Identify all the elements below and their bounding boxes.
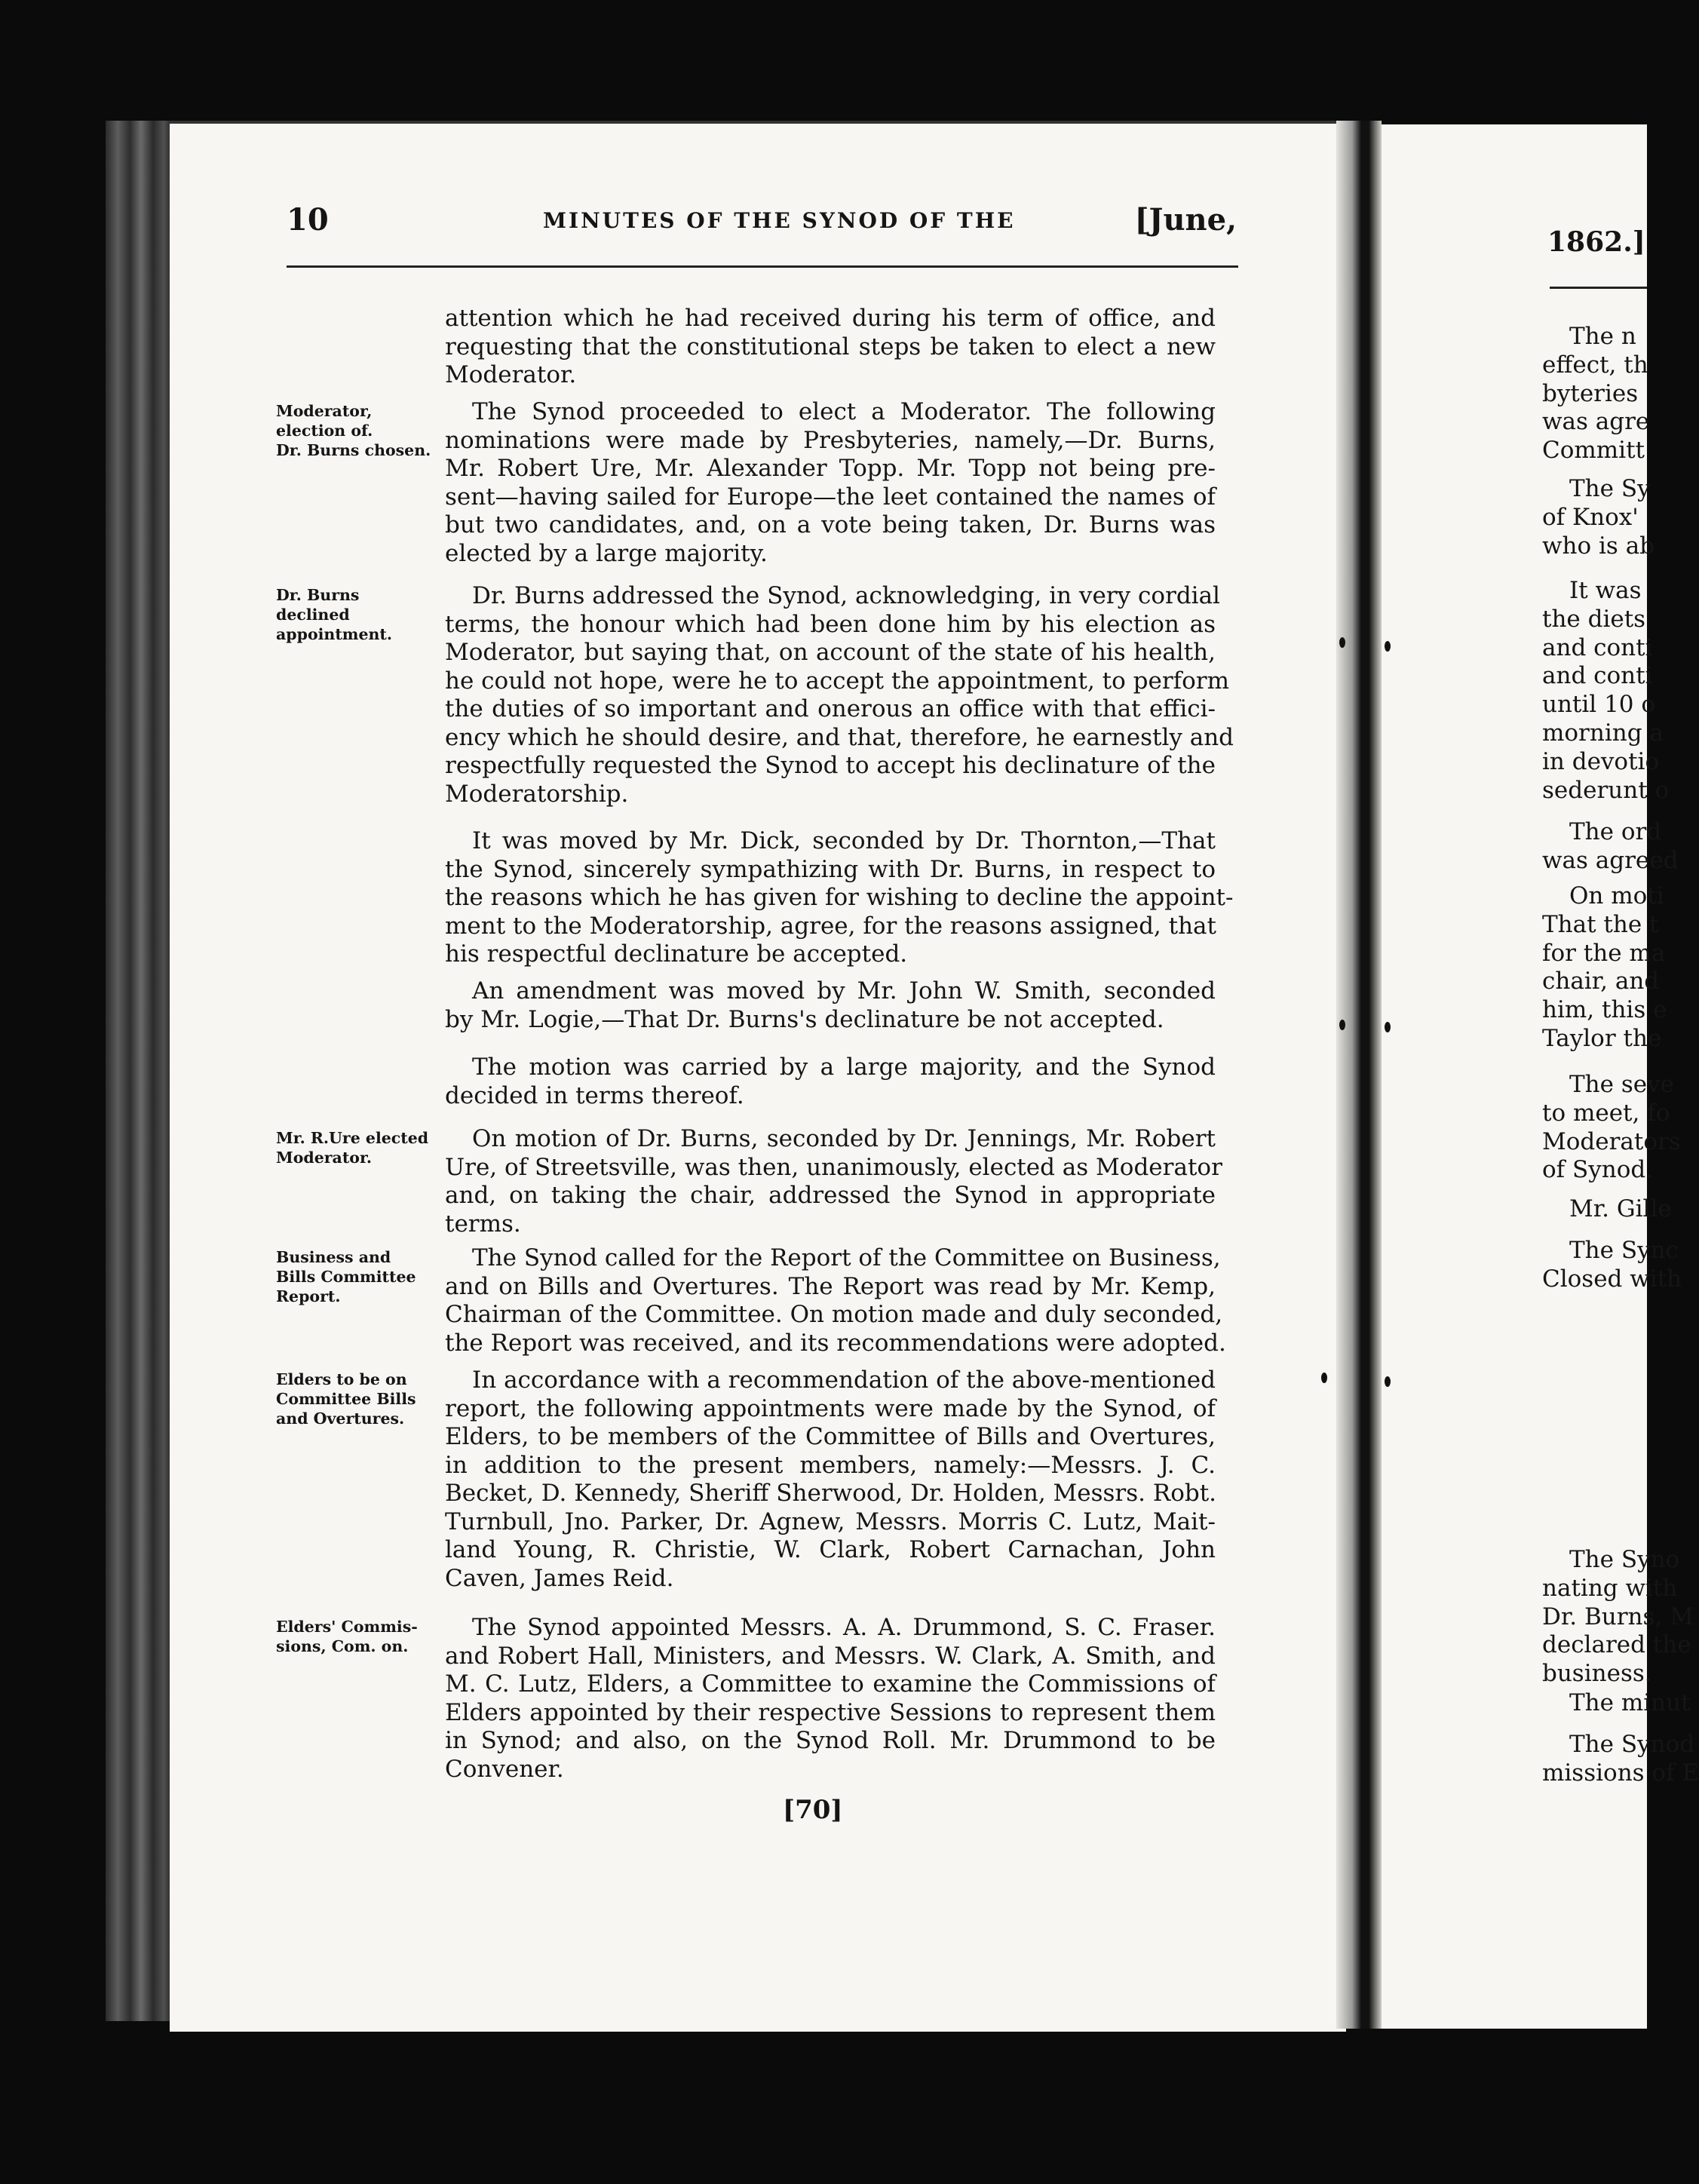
right-paragraph-fragment xyxy=(1542,1237,1682,1294)
text-line-fragment: It was xyxy=(1569,577,1642,604)
text-line-fragment: sederunt o xyxy=(1542,776,1670,804)
text-line: Mr. Robert Ure, Mr. Alexander Topp. Mr. Topp not being pre- xyxy=(445,455,1216,482)
margin-note-line: Moderator. xyxy=(276,1149,373,1167)
text-line: he could not hope, were he to accept the appointment, to perform xyxy=(445,667,1229,695)
right-paragraph-fragment xyxy=(1542,882,1667,1054)
body-paragraph xyxy=(445,1054,1216,1110)
text-line: Dr. Burns addressed the Synod, acknowledging, in very cordial xyxy=(472,582,1220,609)
text-line: Moderator, but saying that, on account of the state of his health, xyxy=(445,639,1216,666)
margin-note-line: Mr. R.Ure elected xyxy=(276,1129,429,1147)
text-line: the Synod, sincerely sympathizing with Dr. Burns, in respect to xyxy=(445,855,1216,883)
text-line-fragment: to meet, fo xyxy=(1542,1099,1670,1127)
text-line-fragment: The Sync xyxy=(1569,1237,1679,1264)
text-line: ment to the Moderatorship, agree, for the reasons assigned, that xyxy=(445,912,1216,940)
margin-note-line: Business and xyxy=(276,1248,391,1266)
margin-note xyxy=(276,1247,442,1307)
text-line-fragment: in devotio xyxy=(1542,747,1660,775)
margin-note xyxy=(276,585,442,645)
right-paragraph-fragment xyxy=(1542,1689,1691,1718)
margin-note-line: appointment. xyxy=(276,625,393,644)
text-line-fragment: until 10 o xyxy=(1542,691,1656,719)
text-line-fragment: The Synod xyxy=(1569,1731,1695,1758)
text-line-fragment: the diets xyxy=(1542,605,1646,633)
text-line-fragment: declared the xyxy=(1542,1631,1691,1659)
text-line-fragment: Moderators xyxy=(1542,1127,1681,1155)
margin-note-line: Moderator, xyxy=(276,402,373,420)
text-line: terms, the honour which had been done him by his election as xyxy=(445,610,1216,638)
body-paragraph xyxy=(445,1614,1216,1784)
margin-note-line: and Overtures. xyxy=(276,1409,405,1428)
margin-note-line: Bills Committee xyxy=(276,1268,416,1287)
text-line-fragment: missions of E xyxy=(1542,1759,1699,1787)
margin-note-line: Elders' Commis- xyxy=(276,1618,418,1636)
text-line-fragment: morning a xyxy=(1542,719,1664,747)
text-line-fragment: chair, and xyxy=(1542,968,1660,995)
right-paragraph-fragment xyxy=(1542,1731,1699,1788)
binding-hole xyxy=(1321,1373,1327,1383)
margin-note xyxy=(276,1128,442,1167)
running-head xyxy=(287,202,1237,262)
text-line: but two candidates, and, on a vote being taken, Dr. Burns was xyxy=(445,511,1216,538)
right-paragraph-fragment xyxy=(1542,1546,1694,1689)
margin-note-line: sions, Com. on. xyxy=(276,1637,409,1656)
text-line: the duties of so important and onerous an office with that effici- xyxy=(445,695,1216,722)
binding-hole xyxy=(1385,1376,1391,1387)
text-line: elected by a large majority. xyxy=(445,539,768,567)
text-line: in addition to the present members, namely:—Messrs. J. C. xyxy=(445,1451,1216,1479)
text-line: sent—having sailed for Europe—the leet contained the names of xyxy=(445,483,1216,511)
body-paragraph xyxy=(445,398,1216,568)
text-line-fragment: nating with xyxy=(1542,1574,1678,1602)
page-footer: [70] xyxy=(783,1795,843,1825)
text-line: M. C. Lutz, Elders, a Committee to examine the Commissions of xyxy=(445,1670,1216,1698)
margin-note xyxy=(276,1370,442,1429)
body-paragraph xyxy=(445,1367,1216,1593)
text-line: the reasons which he has given for wishing to decline the appoint- xyxy=(445,884,1234,911)
text-line-fragment: and conti xyxy=(1542,633,1653,661)
text-line: respectfully requested the Synod to accept his declinature of the xyxy=(445,752,1216,779)
margin-note-line: Dr. Burns chosen. xyxy=(276,441,431,460)
text-line-fragment: Taylor the xyxy=(1542,1025,1662,1053)
text-line: decided in terms thereof. xyxy=(445,1081,744,1109)
text-line: the Report was received, and its recommendations were adopted. xyxy=(445,1329,1226,1357)
binding-hole xyxy=(1385,1022,1391,1032)
book-gutter xyxy=(1336,121,1382,2029)
text-line: his respectful declinature be accepted. xyxy=(445,940,908,968)
text-line: land Young, R. Christie, W. Clark, Robert Carnachan, John xyxy=(445,1536,1216,1563)
margin-note xyxy=(276,1617,442,1656)
text-line: report, the following appointments were made by the Synod, of xyxy=(445,1394,1216,1422)
text-line: In accordance with a recommendation of the above-mentioned xyxy=(472,1367,1216,1394)
body-paragraph xyxy=(445,582,1234,808)
text-line-fragment: That the t xyxy=(1542,910,1659,938)
text-line-fragment: of Synod. xyxy=(1542,1156,1654,1184)
text-line-fragment: The ord xyxy=(1569,818,1662,845)
right-paragraph-fragment xyxy=(1542,1071,1681,1185)
text-line-fragment: The Sy xyxy=(1569,475,1651,502)
text-line-fragment: and conti xyxy=(1542,662,1653,690)
text-line-fragment: effect, th xyxy=(1542,351,1648,379)
page-number: 10 xyxy=(287,202,329,238)
text-line: by Mr. Logie,—That Dr. Burns's declinature be not accepted. xyxy=(445,1005,1164,1033)
text-line: Moderatorship. xyxy=(445,780,629,808)
text-line: attention which he had received during his term of office, and xyxy=(445,305,1216,332)
body-paragraph xyxy=(445,827,1234,969)
text-line-fragment: Closed with xyxy=(1542,1265,1682,1293)
text-line: Elders, to be members of the Committee of Bills and Overtures, xyxy=(445,1423,1216,1450)
text-line-fragment: The n xyxy=(1569,323,1636,350)
margin-note-line: Committee Bills xyxy=(276,1390,416,1409)
margin-note-line: Dr. Burns xyxy=(276,586,360,604)
text-line: in Synod; and also, on the Synod Roll. Mr. Drummond to be xyxy=(445,1727,1216,1754)
text-line: An amendment was moved by Mr. John W. Smith, seconded xyxy=(472,977,1216,1005)
text-line-fragment: byteries xyxy=(1542,379,1639,407)
text-line: Convener. xyxy=(445,1755,564,1783)
text-line-fragment: Mr. Gille xyxy=(1569,1195,1672,1222)
text-line-fragment: The Syno xyxy=(1569,1546,1680,1573)
text-line: requesting that the constitutional steps be taken to elect a new xyxy=(445,333,1216,360)
text-line-fragment: The seve xyxy=(1569,1071,1674,1098)
binding-hole xyxy=(1385,641,1391,652)
right-page-header: 1862.] xyxy=(1547,226,1645,258)
margin-note-line: Elders to be on xyxy=(276,1370,407,1388)
text-line-fragment: was agreed xyxy=(1542,846,1679,874)
text-line: terms. xyxy=(445,1210,521,1238)
margin-note-line: declined xyxy=(276,606,350,624)
margin-note-line: Report. xyxy=(276,1287,341,1306)
book-page-edges xyxy=(106,121,173,2021)
text-line-fragment: who is ab xyxy=(1542,532,1655,560)
text-line-fragment: On moti xyxy=(1569,882,1664,909)
text-line: The Synod called for the Report of the Committee on Business, xyxy=(472,1244,1221,1271)
body-paragraph xyxy=(445,1244,1226,1357)
header-rule xyxy=(287,265,1238,268)
text-line-fragment: of Knox' xyxy=(1542,503,1639,531)
text-line: Caven, James Reid. xyxy=(445,1564,674,1592)
right-paragraph-fragment xyxy=(1542,323,1649,465)
text-line: Ure, of Streetsville, was then, unanimously, elected as Moderator xyxy=(445,1153,1222,1181)
text-line: It was moved by Mr. Dick, seconded by Dr. Thornton,—That xyxy=(472,827,1216,854)
text-line: The Synod proceeded to elect a Moderator. The following xyxy=(472,398,1216,425)
text-line: and Robert Hall, Ministers, and Messrs. W. Clark, A. Smith, and xyxy=(445,1642,1216,1670)
text-line-fragment: for the ma xyxy=(1542,939,1666,967)
text-line: On motion of Dr. Burns, seconded by Dr. Jennings, Mr. Robert xyxy=(472,1125,1216,1152)
margin-note-line: election of. xyxy=(276,422,373,440)
text-line-fragment: The minut xyxy=(1569,1689,1691,1716)
body-paragraph xyxy=(445,305,1216,390)
text-line-fragment: business. xyxy=(1542,1660,1652,1688)
text-line: Elders appointed by their respective Sessions to represent them xyxy=(445,1698,1216,1726)
text-line-fragment: Committ xyxy=(1542,437,1645,465)
text-line: and, on taking the chair, addressed the Synod in appropriate xyxy=(445,1182,1216,1209)
text-line: and on Bills and Overtures. The Report was read by Mr. Kemp, xyxy=(445,1272,1216,1300)
binding-hole xyxy=(1339,1020,1345,1030)
text-line-fragment: him, this e xyxy=(1542,996,1667,1024)
text-line: ency which he should desire, and that, therefore, he earnestly and xyxy=(445,723,1234,751)
margin-note xyxy=(276,401,442,461)
running-date: [June, xyxy=(1134,202,1237,238)
text-line: The motion was carried by a large majority, and the Synod xyxy=(472,1054,1216,1081)
text-line: Becket, D. Kennedy, Sheriff Sherwood, Dr. Holden, Messrs. Robt. xyxy=(445,1480,1217,1507)
binding-hole xyxy=(1339,637,1345,648)
text-line: The Synod appointed Messrs. A. A. Drummond, S. C. Fraser. xyxy=(472,1614,1216,1641)
body-paragraph xyxy=(445,1125,1222,1238)
right-paragraph-fragment xyxy=(1542,818,1678,876)
text-line: Chairman of the Committee. On motion made and duly seconded, xyxy=(445,1301,1223,1328)
text-line-fragment: Dr. Burns, M xyxy=(1542,1603,1694,1630)
right-paragraph-fragment xyxy=(1542,1195,1672,1224)
right-paragraph-fragment xyxy=(1542,475,1655,560)
running-title: MINUTES OF THE SYNOD OF THE xyxy=(543,208,1016,233)
right-paragraph-fragment xyxy=(1542,577,1669,805)
text-line: Turnbull, Jno. Parker, Dr. Agnew, Messrs. Morris C. Lutz, Mait- xyxy=(445,1508,1216,1535)
text-line: nominations were made by Presbyteries, namely,—Dr. Burns, xyxy=(445,426,1216,454)
text-line-fragment: was agre xyxy=(1542,408,1650,436)
right-header-rule xyxy=(1550,287,1647,289)
body-paragraph xyxy=(445,977,1216,1034)
text-line: Moderator. xyxy=(445,361,577,388)
